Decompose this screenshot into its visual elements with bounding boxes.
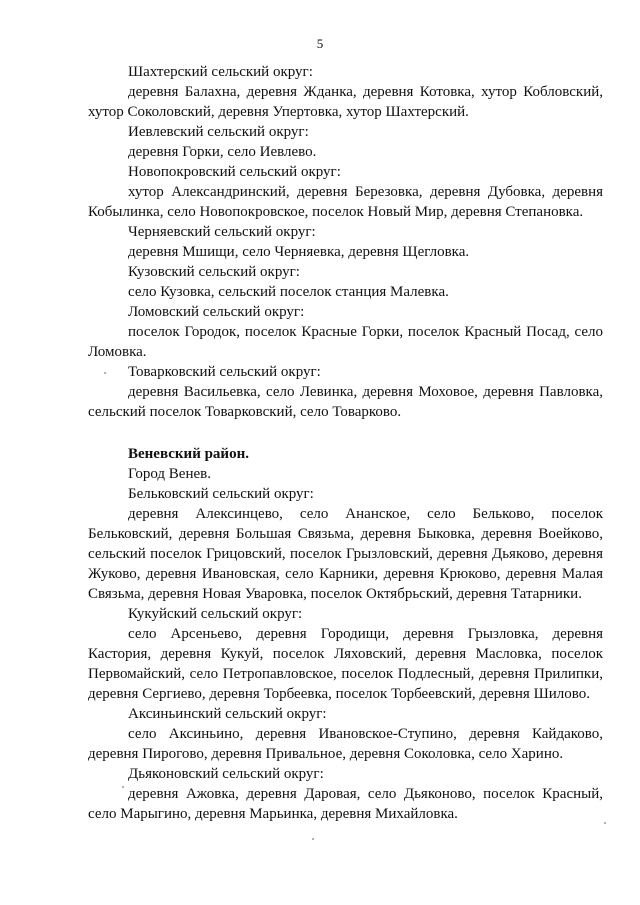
rural-district-entry — [88, 764, 603, 824]
rural-district-heading: Товарковский сельский округ: — [128, 364, 321, 380]
rural-district-heading: Новопокровский сельский округ: — [128, 164, 341, 180]
rural-districts-list-1 — [88, 62, 603, 422]
rural-district-entry — [88, 302, 603, 362]
scan-speck — [312, 838, 314, 840]
settlement-list: хутор Александринский, деревня Березовка, деревня Дубовка, деревня Кобылинка, село Новопокровское, поселок Новый Мир, деревня Степановка. — [88, 184, 603, 220]
rural-district-heading: Черняевский сельский округ: — [128, 224, 316, 240]
rural-district-heading: Дьяконовский сельский округ: — [128, 766, 324, 782]
page-number: 5 — [316, 36, 324, 51]
settlement-list: деревня Васильевка, село Левинка, деревня Моховое, деревня Павловка, сельский поселок Товарковский, село Товарково. — [88, 384, 603, 420]
city-name: Город Венев. — [128, 466, 211, 482]
rural-district-heading: Шахтерский сельский округ: — [128, 64, 313, 80]
district-title: Веневский район. — [128, 446, 249, 462]
rural-district-entry — [88, 362, 603, 422]
document-body — [88, 62, 603, 824]
scan-speck — [604, 822, 606, 824]
section-gap — [88, 422, 603, 444]
rural-district-heading: Кузовский сельский округ: — [128, 264, 300, 280]
scan-speck — [104, 372, 106, 374]
settlement-list: село Кузовка, сельский поселок станция Малевка. — [128, 284, 449, 300]
settlement-list: деревня Мшищи, село Черняевка, деревня Щегловка. — [128, 244, 470, 260]
settlement-list: деревня Горки, село Иевлево. — [128, 144, 317, 160]
rural-district-heading: Бельковский сельский округ: — [128, 486, 314, 502]
settlement-list: деревня Ажовка, деревня Даровая, село Дьяконово, поселок Красный, село Марыгино, деревня Марьинка, деревня Михайловка. — [88, 786, 603, 822]
rural-district-heading: Ломовский сельский округ: — [128, 304, 305, 320]
rural-district-entry — [88, 122, 603, 162]
settlement-list: село Аксиньино, деревня Ивановское-Ступино, деревня Кайдаково, деревня Пирогово, деревня Привальное, деревня Соколовка, село Харино. — [88, 726, 603, 762]
rural-district-heading: Аксиньинский сельский округ: — [128, 706, 327, 722]
scan-speck — [122, 786, 124, 788]
rural-district-entry — [88, 704, 603, 764]
rural-district-entry — [88, 222, 603, 262]
settlement-list: деревня Балахна, деревня Жданка, деревня Котовка, хутор Кобловский, хутор Соколовский, деревня Упертовка, хутор Шахтерский. — [88, 84, 603, 120]
rural-district-entry — [88, 162, 603, 222]
settlement-list: село Арсеньево, деревня Городищи, деревня Грызловка, деревня Кастория, деревня Кукуй, поселок Ляховский, деревня Масловка, поселок Первомайский, село Петропавловское, поселок Подлесный, деревня Прилипки, деревня Сергиево, деревня Торбеевка, поселок Торбеевский, деревня Шилово. — [88, 626, 603, 702]
rural-district-entry — [88, 604, 603, 704]
rural-district-heading: Иевлевский сельский округ: — [128, 124, 309, 140]
rural-district-entry — [88, 62, 603, 122]
rural-districts-list-2 — [88, 484, 603, 824]
settlement-list: поселок Городок, поселок Красные Горки, поселок Красный Посад, село Ломовка. — [88, 324, 603, 360]
rural-district-entry — [88, 262, 603, 302]
rural-district-entry — [88, 484, 603, 604]
settlement-list: деревня Алексинцево, село Ананское, село Бельково, поселок Бельковский, деревня Большая Связьма, деревня Быковка, деревня Воейково, сельский поселок Грицовский, поселок Грызловский, деревня Дьяково, деревня Жуково, деревня Ивановская, село Карники, деревня Крюково, деревня Малая Связьма, деревня Новая Уваровка, поселок Октябрьский, деревня Татарники. — [88, 506, 603, 602]
rural-district-heading: Кукуйский сельский округ: — [128, 606, 303, 622]
